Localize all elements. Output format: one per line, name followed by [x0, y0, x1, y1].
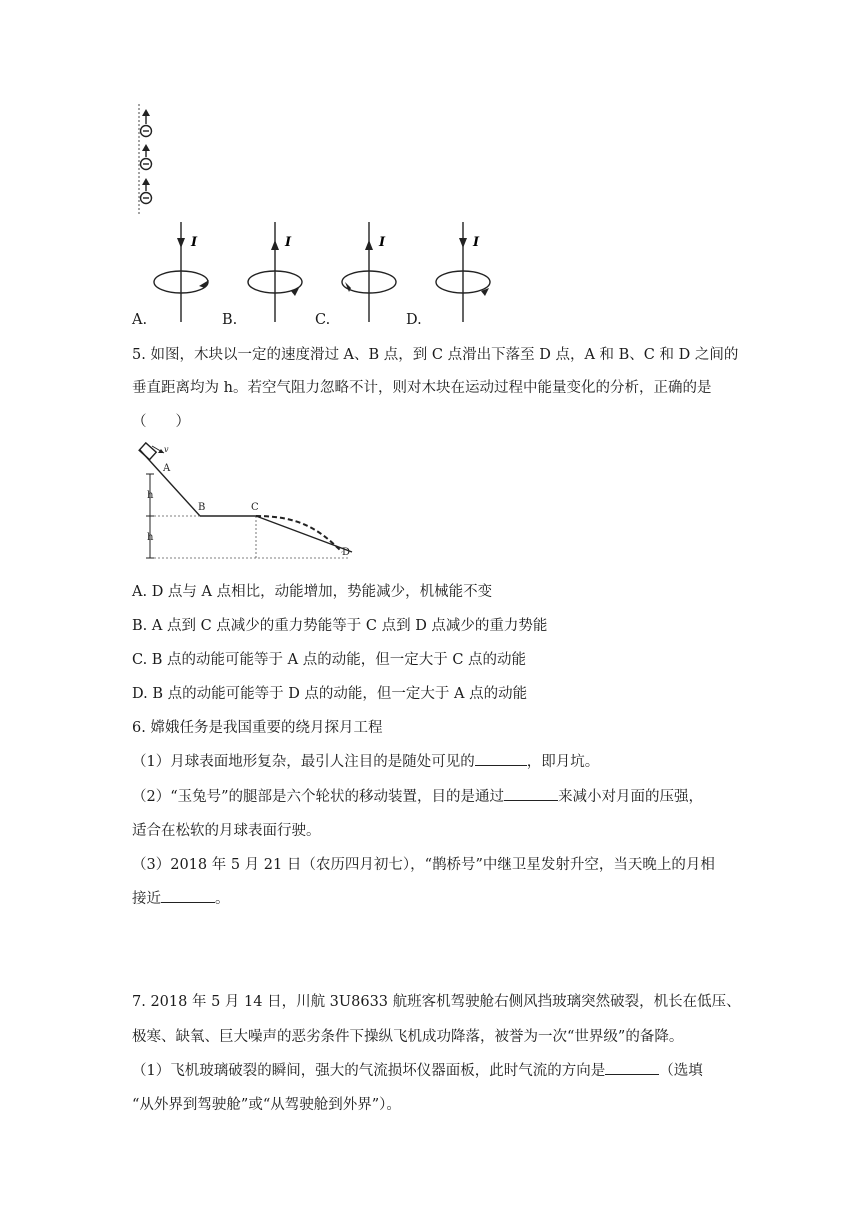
q5-option-d: D. B 点的动能可能等于 D 点的动能，但一定大于 A 点的动能 [132, 686, 528, 702]
q6-part3-line1: （3）2018 年 5 月 21 日（农历四月初七），“鹊桥号”中继卫星发射升空，当天晚上的月相 [132, 857, 715, 873]
q7-stem-line1: 7. 2018 年 5 月 14 日，川航 3U8633 航班客机驾驶舱右侧风挡玻璃突然破裂，机长在低压、 [132, 994, 741, 1010]
h-label-upper: h [147, 490, 154, 501]
q7-part1-text-end: （选填 [659, 1063, 703, 1079]
q6-part1-blank[interactable] [475, 751, 527, 766]
q7-part1-blank[interactable] [605, 1060, 659, 1075]
electron-1 [141, 109, 152, 137]
q6-part3-blank[interactable] [161, 888, 215, 903]
q7-part1-text: （1）飞机玻璃破裂的瞬间，强大的气流损坏仪器面板，此时气流的方向是 [132, 1063, 606, 1079]
q5-answer-paren: （ ） [132, 414, 190, 430]
q5-option-b: B. A 点到 C 点减少的重力势能等于 C 点到 D 点减少的重力势能 [132, 618, 548, 634]
q6-part2-text-end: 来减小对月面的压强， [558, 789, 704, 805]
q5-slope-figure [130, 440, 370, 570]
current-label-d: I [473, 235, 480, 250]
q4-option-a-label: A. [132, 312, 148, 328]
velocity-label: v [164, 445, 169, 454]
point-a-label: A [163, 463, 171, 474]
q4-option-c-label: C. [315, 312, 331, 328]
q6-part2 [132, 785, 703, 806]
electron-3 [141, 178, 152, 204]
diagram-d [436, 222, 490, 322]
q6-part1 [132, 750, 599, 771]
q4-option-d-label: D. [406, 312, 422, 328]
point-c-label: C [251, 502, 259, 513]
point-b-label: B [198, 502, 206, 513]
electron-stream-figure [136, 100, 156, 220]
diagram-a [154, 222, 209, 322]
q4-option-b-label: B. [222, 312, 238, 328]
q7-stem-line2: 极寒、缺氧、巨大噪声的恶劣条件下操纵飞机成功降落，被誉为一次“世界级”的备降。 [132, 1029, 684, 1045]
q5-stem-line1: 5. 如图，木块以一定的速度滑过 A、B 点，到 C 点滑出下落至 D 点，A 和 B、C 和 D 之间的 [132, 347, 739, 363]
current-label-a: I [191, 235, 198, 250]
q5-option-c: C. B 点的动能可能等于 A 点的动能，但一定大于 C 点的动能 [132, 652, 527, 668]
point-d-label: D [342, 547, 351, 558]
q6-part1-text-end: ，即月坑。 [526, 754, 600, 770]
q6-part3-text: 接近 [132, 891, 161, 907]
q5-stem-line2: 垂直距离均为 h。若空气阻力忽略不计，则对木块在运动过程中能量变化的分析，正确的是 [132, 380, 712, 396]
current-label-b: I [285, 235, 292, 250]
q6-part2-line2: 适合在松软的月球表面行驶。 [132, 823, 321, 839]
diagram-c [342, 222, 396, 322]
q6-part2-blank[interactable] [504, 786, 558, 801]
q4-option-diagrams [145, 218, 545, 328]
h-label-lower: h [147, 532, 154, 543]
current-label-c: I [379, 235, 386, 250]
q6-part3-text-end: 。 [215, 891, 230, 907]
q6-part1-text: （1）月球表面地形复杂，最引人注目的是随处可见的 [132, 754, 475, 770]
q7-part1 [132, 1059, 703, 1080]
q6-part3-line2 [132, 887, 230, 908]
q5-option-a: A. D 点与 A 点相比，动能增加，势能减少，机械能不变 [132, 584, 493, 600]
electron-2 [141, 144, 152, 170]
q6-stem: 6. 嫦娥任务是我国重要的绕月探月工程 [132, 720, 383, 736]
diagram-b [248, 222, 302, 322]
q7-part1-line2: “从外界到驾驶舱”或“从驾驶舱到外界”）。 [132, 1097, 401, 1113]
q6-part2-text: （2）“玉兔号”的腿部是六个轮状的移动装置，目的是通过 [132, 789, 505, 805]
